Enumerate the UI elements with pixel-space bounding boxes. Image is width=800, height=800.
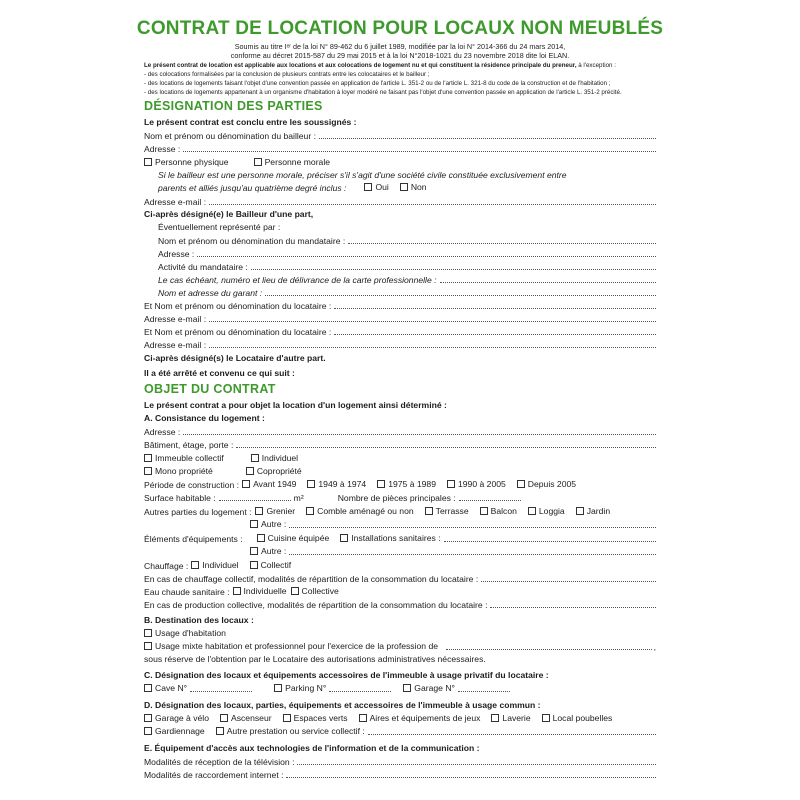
bailleur-address-label: Adresse :	[144, 144, 181, 154]
garant-field[interactable]	[265, 287, 656, 296]
option-autre-parties[interactable]	[250, 519, 286, 529]
autres-parties-label: Autres parties du logement :	[144, 507, 252, 517]
loggia-label: Loggia	[538, 506, 565, 516]
checkbox-icon[interactable]	[307, 480, 315, 488]
checkbox-icon[interactable]	[246, 467, 254, 475]
option-copropriete[interactable]	[246, 466, 302, 476]
locataire-1-name-label: Et Nom et prénom ou dénomination du locataire :	[144, 301, 332, 311]
oui-label: Oui	[375, 182, 389, 192]
section-b-heading: B. Destination des locaux :	[144, 615, 254, 625]
equipements-label: Éléments d'équipements :	[144, 534, 243, 544]
comble-label: Comble aménagé ou non	[317, 506, 414, 516]
bailleur-address-field[interactable]	[183, 143, 656, 152]
option-balcon[interactable]	[480, 506, 517, 516]
sci-note-line-2: parents et alliés jusqu'au quatrième degré inclus :	[158, 183, 347, 193]
garage-label: Garage N°	[414, 683, 455, 693]
checkbox-icon[interactable]	[306, 507, 314, 515]
section-e-heading: E. Équipement d'accès aux technologies de l'information et de la communication :	[144, 743, 480, 753]
option-periode-4[interactable]	[447, 479, 506, 489]
checkbox-icon[interactable]	[144, 727, 152, 735]
eau-repartition-field[interactable]	[490, 599, 656, 608]
cave-field[interactable]	[190, 683, 252, 692]
bailleur-name-label: Nom et prénom ou dénomination du bailleur :	[144, 131, 316, 141]
autre-prestation-field[interactable]	[368, 726, 656, 735]
applicability-item-2: - des locations de logements faisant l'objet d'une convention passée en application de l'article L. 351-2 ou de l'article L. 321-8 du code de la construction et de l'habitation ;	[144, 80, 611, 87]
non-label: Non	[410, 182, 427, 192]
checkbox-icon[interactable]	[528, 507, 536, 515]
sci-note-line-1: Si le bailleur est une personne morale, préciser s'il s'agit d'une société civile constituée exclusivement entre	[158, 170, 567, 180]
checkbox-icon[interactable]	[250, 561, 258, 569]
checkbox-icon[interactable]	[447, 480, 455, 488]
checkbox-icon[interactable]	[251, 454, 259, 462]
eau-collective-label: Collective	[301, 586, 339, 596]
option-grenier[interactable]	[255, 506, 295, 516]
checkbox-icon[interactable]	[576, 507, 584, 515]
sanitaires-field[interactable]	[444, 533, 656, 542]
checkbox-icon[interactable]	[242, 480, 250, 488]
logement-address-label: Adresse :	[144, 427, 181, 437]
checkbox-icon[interactable]	[340, 534, 348, 542]
surface-field[interactable]	[219, 492, 291, 501]
checkbox-icon[interactable]	[257, 534, 265, 542]
eau-individuelle-label: Individuelle	[243, 586, 287, 596]
chauffage-repartition-field[interactable]	[481, 573, 656, 582]
option-cave[interactable]	[144, 683, 187, 693]
gardiennage-label: Gardiennage	[155, 726, 205, 736]
page-title: CONTRAT DE LOCATION POUR LOCAUX NON MEUBLÉS	[136, 18, 664, 39]
copropriete-label: Copropriété	[256, 466, 302, 476]
represente-label: Éventuellement représenté par :	[158, 222, 281, 232]
locataire-2-name-label: Et Nom et prénom ou dénomination du locataire :	[144, 327, 332, 337]
mandataire-name-label: Nom et prénom ou dénomination du mandataire :	[158, 236, 346, 246]
checkbox-icon[interactable]	[250, 520, 258, 528]
option-aires-jeux[interactable]	[359, 713, 481, 723]
locataire-designation: Ci-après désigné(s) le Locataire d'autre part.	[144, 353, 326, 363]
option-immeuble-collectif[interactable]	[144, 453, 224, 463]
espaces-verts-label: Espaces verts	[293, 713, 348, 723]
option-parking[interactable]	[274, 683, 326, 693]
checkbox-icon[interactable]	[220, 714, 228, 722]
checkbox-icon[interactable]	[144, 629, 152, 637]
option-loggia[interactable]	[528, 506, 565, 516]
option-jardin[interactable]	[576, 506, 610, 516]
applicability-intro	[144, 62, 656, 71]
usage-mixte-label: Usage mixte habitation et professionnel pour l'exercice de la profession de	[155, 641, 439, 651]
chauffage-label: Chauffage :	[144, 561, 189, 571]
surface-unit: m²	[293, 493, 304, 503]
garage-field[interactable]	[458, 683, 510, 692]
checkbox-icon[interactable]	[250, 547, 258, 555]
applicability-item-1: - des colocations formalisées par la conclusion de plusieurs contrats entre les colocataires et le bailleur ;	[144, 71, 430, 78]
locataire-1-name-field[interactable]	[334, 300, 656, 309]
checkbox-icon[interactable]	[359, 714, 367, 722]
checkbox-icon[interactable]	[144, 454, 152, 462]
bailleur-name-field[interactable]	[319, 130, 656, 139]
option-terrasse[interactable]	[425, 506, 469, 516]
option-garage-velo[interactable]	[144, 713, 209, 723]
ascenseur-label: Ascenseur	[230, 713, 272, 723]
subtitle-line-2: conforme au décret 2015-587 du 29 mai 2015 et à la loi N°2018-1021 du 23 novembre 2018 dite loi ELAN.	[230, 51, 570, 60]
television-field[interactable]	[297, 756, 656, 765]
checkbox-icon[interactable]	[517, 480, 525, 488]
checkbox-icon[interactable]	[144, 158, 152, 166]
option-individuel[interactable]	[251, 453, 298, 463]
option-periode-1[interactable]	[242, 479, 296, 489]
autre-equipements-field[interactable]	[289, 546, 656, 555]
checkbox-icon[interactable]	[291, 587, 299, 595]
option-periode-5[interactable]	[517, 479, 576, 489]
option-mono-propriete[interactable]	[144, 466, 213, 476]
checkbox-icon[interactable]	[542, 714, 550, 722]
applicability-item-3: - des locations de logements appartenant à un organisme d'habitation à loyer modéré ne faisant pas l'objet d'une convention passée en application de l'article L. 351-2 précité.	[144, 89, 622, 96]
option-autre-equipements[interactable]	[250, 546, 286, 556]
batiment-label: Bâtiment, étage, porte :	[144, 440, 234, 450]
option-local-poubelles[interactable]	[542, 713, 613, 723]
periode-label: Période de construction :	[144, 480, 240, 490]
checkbox-icon[interactable]	[216, 727, 224, 735]
periode-2-label: 1949 à 1974	[318, 479, 367, 489]
periode-5-label: Depuis 2005	[527, 479, 577, 489]
convenu-label: Il a été arrêté et convenu ce qui suit :	[144, 368, 295, 378]
locataire-1-email-label: Adresse e-mail :	[144, 314, 207, 324]
applicability-end: à l'exception :	[576, 62, 616, 69]
internet-field[interactable]	[286, 769, 656, 778]
checkbox-icon[interactable]	[274, 684, 282, 692]
option-comble[interactable]	[306, 506, 414, 516]
checkbox-icon[interactable]	[480, 507, 488, 515]
periode-1-label: Avant 1949	[253, 479, 297, 489]
autre-equipements-label: Autre :	[261, 546, 287, 556]
internet-label: Modalités de raccordement internet :	[144, 770, 284, 780]
chauffage-collectif-label: Collectif	[260, 560, 292, 570]
bailleur-email-label: Adresse e-mail :	[144, 197, 207, 207]
chauffage-individuel-label: Individuel	[202, 560, 239, 570]
mandataire-address-field[interactable]	[197, 248, 656, 257]
checkbox-icon[interactable]	[400, 183, 408, 191]
jardin-label: Jardin	[586, 506, 611, 516]
checkbox-icon[interactable]	[425, 507, 433, 515]
surface-label: Surface habitable :	[144, 493, 216, 503]
option-sanitaires[interactable]	[340, 533, 440, 543]
option-garage[interactable]	[403, 683, 455, 693]
option-periode-3[interactable]	[377, 479, 436, 489]
option-ascenseur[interactable]	[220, 713, 272, 723]
parties-intro: Le présent contrat est conclu entre les soussignés :	[144, 117, 357, 127]
mandataire-address-label: Adresse :	[158, 249, 195, 259]
checkbox-icon[interactable]	[144, 642, 152, 650]
periode-3-label: 1975 à 1989	[388, 479, 436, 489]
pieces-field[interactable]	[459, 492, 521, 501]
option-cuisine[interactable]	[257, 533, 330, 543]
section-a-heading: A. Consistance du logement :	[144, 413, 265, 423]
sanitaires-label: Installations sanitaires :	[351, 533, 441, 543]
locataire-2-name-field[interactable]	[334, 326, 656, 335]
option-laverie[interactable]	[491, 713, 530, 723]
section-c-heading: C. Désignation des locaux et équipements accessoires de l'immeuble à usage privatif du locataire :	[144, 670, 549, 680]
profession-field[interactable]	[446, 641, 652, 650]
mandataire-activity-field[interactable]	[251, 261, 656, 270]
autre-parties-field[interactable]	[289, 519, 656, 528]
option-eau-individuelle[interactable]	[233, 586, 287, 596]
checkbox-icon[interactable]	[144, 467, 152, 475]
periode-4-label: 1990 à 2005	[458, 479, 506, 489]
parking-label: Parking N°	[285, 683, 327, 693]
local-poubelles-label: Local poubelles	[552, 713, 613, 723]
option-periode-2[interactable]	[307, 479, 366, 489]
checkbox-icon[interactable]	[283, 714, 291, 722]
checkbox-icon[interactable]	[254, 158, 262, 166]
checkbox-icon[interactable]	[377, 480, 385, 488]
option-non[interactable]	[400, 182, 427, 192]
cave-label: Cave N°	[155, 683, 188, 693]
option-autre-prestation[interactable]	[216, 726, 365, 736]
section-d-heading: D. Désignation des locaux, parties, équipements et accessoires de l'immeuble à usage commun :	[144, 700, 541, 710]
checkbox-icon[interactable]	[255, 507, 263, 515]
section-parties-heading: DÉSIGNATION DES PARTIES	[144, 99, 323, 113]
laverie-label: Laverie	[502, 713, 531, 723]
carte-pro-label: Le cas échéant, numéro et lieu de délivrance de la carte professionnelle :	[158, 275, 437, 285]
checkbox-icon[interactable]	[144, 684, 152, 692]
option-usage-habitation[interactable]	[144, 628, 226, 638]
option-eau-collective[interactable]	[291, 586, 339, 596]
locataire-1-email-field[interactable]	[209, 313, 656, 322]
personne-physique-label: Personne physique	[155, 157, 229, 167]
objet-intro: Le présent contrat a pour objet la location d'un logement ainsi déterminé :	[144, 400, 447, 410]
option-chauffage-individuel[interactable]	[191, 560, 238, 570]
mono-propriete-label: Mono propriété	[155, 466, 213, 476]
section-objet-heading: OBJET DU CONTRAT	[144, 382, 276, 396]
contract-page: CONTRAT DE LOCATION POUR LOCAUX NON MEUBLÉS Soumis au titre Iᵉʳ de la loi N° 89-462 du 6 juillet 1989, modifiée par la loi N° 2014-366 du 24 mars 2014, conforme au décret 2015-587 du 29 mai 2015 et à la loi N°2018-1021 du 23 novembre 2018 dite loi ELAN. Le présent contrat de location est applicable aux locations et aux colocations de logement nu et qui constituent la résidence principale du preneur, à l'exception : - des colocations formalisées par la conclusion de plusieurs contrats entre les colocataires et le bailleur ; - des locations de logements faisant l'objet d'une convention passée en application de l'article L. 351-2 ou de l'article L. 321-8 du code de la construction et de l'habitation ; - des locations de logements appartenant à un organisme d'habitation à loyer modéré ne faisant pas l'objet d'une convention passée en application de l'article L. 351-2 précité. DÉSIGNATION DES PARTIES Le présent contrat est conclu entre les soussignés : Nom et prénom ou dénomination du bailleur : Adresse : Personne physique Personne morale Si le bailleur est une personne morale, préciser s'il s'agit d'une société civile constituée exclusivement entre parents et alliés jusqu'au quatrième degré inclus : Oui Non Adresse e-mail : Ci-après désigné(e) le Bailleur d'une part, Éventuellement représenté par : Nom et prénom ou dénomination du mandataire : Adresse : Activité du mandataire : Le cas échéant, numéro et lieu de délivrance de la carte professionnelle : Nom et adresse du garant : Et Nom et prénom ou dénomination du locataire : Adresse e-mail : Et Nom et prénom ou dénomination du locataire : Adresse e-mail : Ci-après désigné(s) le Locataire d'autre part. Il a été arrêté et convenu ce qui suit : OBJET DU CONTRAT Le présent contrat a pour objet la location d'un logement ainsi déterminé : A. Consistance du logement : Adresse : Bâtiment, étage, porte : Immeuble collectif Individuel Mono propriété Copropriété Période de construction : Avant 1949 1949 à 1974 1975 à 1989 1990 à 2005 Depuis 2005 Surface habitable : m² Nombre de pièces principales : Autres parties du logement : Grenier Comble aménagé ou non Terrasse Balcon Loggia Jardin Autre : Éléments d'équipements : Cuisine équipée Installations sanitaires : Autre : Chauffage : Individuel Collectif En cas de chauffage collectif, modalités de répartition de la consommation du locataire : Eau chaude sanitaire : Individuelle Collective En cas de production collective, modalités de répartition de la consommation du locataire : B. Destination des locaux : Usage d'habitation Usage mixte habitation et professionnel pour l'exercice de la profession de , sous réserve de l'obtention par le Locataire des autorisations administratives nécessaires. C. Désignation des locaux et équipements accessoires de l'immeuble à usage privatif du locataire : Cave N° Parking N° Garage N° D. Désignation des locaux, parties, équipements et accessoires de l'immeuble à usage commun : Garage à vélo Ascenseur Espaces verts Aires et équipements de jeux Laverie Local poubelles Gardiennage Autre prestation ou service collectif : E. Équipement d'accès aux technologies de l'information et de la communication : Modalités de réception de la télévision : Modalités de raccordement internet :	[0, 0, 800, 800]
autre-parties-label: Autre :	[261, 519, 287, 529]
autorisations-label: sous réserve de l'obtention par le Locataire des autorisations administratives nécessaires.	[144, 654, 486, 664]
checkbox-icon[interactable]	[233, 587, 241, 595]
logement-address-field[interactable]	[183, 426, 656, 435]
cuisine-label: Cuisine équipée	[267, 533, 330, 543]
carte-pro-field[interactable]	[440, 274, 656, 283]
checkbox-icon[interactable]	[144, 714, 152, 722]
option-personne-physique[interactable]	[144, 157, 229, 167]
aires-jeux-label: Aires et équipements de jeux	[369, 713, 481, 723]
option-oui[interactable]	[364, 182, 388, 192]
option-gardiennage[interactable]	[144, 726, 205, 736]
garant-label: Nom et adresse du garant :	[158, 288, 263, 298]
parking-field[interactable]	[329, 683, 391, 692]
option-personne-morale[interactable]	[254, 157, 330, 167]
usage-habitation-label: Usage d'habitation	[155, 628, 226, 638]
mandataire-name-field[interactable]	[348, 235, 656, 244]
individuel-label: Individuel	[261, 453, 299, 463]
terrasse-label: Terrasse	[435, 506, 469, 516]
television-label: Modalités de réception de la télévision :	[144, 757, 295, 767]
personne-morale-label: Personne morale	[264, 157, 331, 167]
checkbox-icon[interactable]	[491, 714, 499, 722]
locataire-2-email-label: Adresse e-mail :	[144, 340, 207, 350]
locataire-2-email-field[interactable]	[209, 339, 656, 348]
checkbox-icon[interactable]	[191, 561, 199, 569]
eau-repartition-label: En cas de production collective, modalités de répartition de la consommation du locataire :	[144, 600, 488, 610]
chauffage-repartition-label: En cas de chauffage collectif, modalités de répartition de la consommation du locataire :	[144, 574, 479, 584]
applicability-bold: Le présent contrat de location est applicable aux locations et aux colocations de logement nu et qui constituent la résidence principale du preneur,	[144, 62, 577, 69]
option-usage-mixte[interactable]	[144, 641, 438, 651]
bailleur-designation: Ci-après désigné(e) le Bailleur d'une part,	[144, 209, 314, 219]
subtitle-line-1: Soumis au titre Iᵉʳ de la loi N° 89-462 du 6 juillet 1989, modifiée par la loi N° 2014-366 du 24 mars 2014,	[234, 42, 566, 51]
pieces-label: Nombre de pièces principales :	[337, 493, 456, 503]
checkbox-icon[interactable]	[364, 183, 372, 191]
batiment-field[interactable]	[236, 439, 656, 448]
bailleur-email-field[interactable]	[209, 196, 656, 205]
balcon-label: Balcon	[490, 506, 517, 516]
mandataire-activity-label: Activité du mandataire :	[158, 262, 248, 272]
garage-velo-label: Garage à vélo	[155, 713, 209, 723]
option-chauffage-collectif[interactable]	[250, 560, 292, 570]
grenier-label: Grenier	[266, 506, 296, 516]
immeuble-collectif-label: Immeuble collectif	[155, 453, 224, 463]
checkbox-icon[interactable]	[403, 684, 411, 692]
autre-prestation-label: Autre prestation ou service collectif :	[226, 726, 365, 736]
option-espaces-verts[interactable]	[283, 713, 348, 723]
eau-label: Eau chaude sanitaire :	[144, 587, 230, 597]
